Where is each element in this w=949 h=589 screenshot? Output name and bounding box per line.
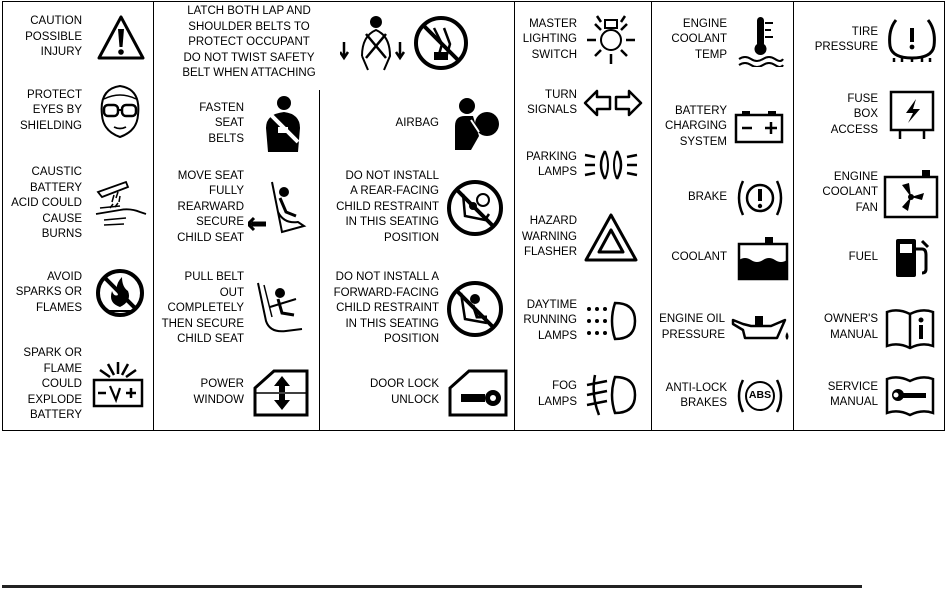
symbol-avoid-sparks [8, 262, 150, 324]
symbol-no-rear-facing [324, 165, 512, 250]
symbol-label: BATTERY CHARGING SYSTEM [665, 104, 727, 148]
symbol-daytime-running [517, 290, 649, 352]
symbol-battery-explode [8, 345, 150, 425]
symbol-coolant-temp [654, 10, 791, 70]
symbol-tire-pressure [796, 12, 943, 68]
master-lighting-icon [583, 12, 639, 68]
symbol-label: COOLANT [671, 250, 727, 263]
symbol-pull-belt [160, 265, 316, 353]
fuse-box-icon [888, 89, 936, 141]
symbol-label: AVOID SPARKS OR FLAMES [15, 270, 82, 314]
symbol-label: PROTECT EYES BY SHIELDING [20, 88, 82, 132]
symbol-label: AIRBAG [395, 117, 439, 130]
no-forward-facing-seat-icon [445, 279, 505, 339]
parking-lamps-icon [583, 145, 639, 185]
abs-badge: ABS [748, 389, 772, 401]
eye-shield-icon [94, 81, 146, 141]
coolant-fan-icon [882, 167, 940, 219]
column-divider [153, 1, 154, 431]
coolant-icon [735, 234, 791, 282]
symbol-label: FUEL [848, 251, 878, 264]
symbol-label: POWER WINDOW [193, 378, 244, 406]
symbol-label: TURN SIGNALS [527, 88, 577, 116]
power-window-icon [252, 368, 310, 418]
symbol-no-forward-facing [324, 265, 512, 353]
no-rear-facing-seat-icon [445, 178, 505, 238]
symbol-fasten-belts [160, 90, 316, 158]
symbol-label: DOOR LOCK UNLOCK [369, 378, 439, 406]
symbol-label: OWNER'S MANUAL [824, 313, 878, 341]
symbol-protect-eyes [8, 80, 150, 142]
column-divider [651, 1, 652, 431]
symbol-label: SERVICE MANUAL [827, 380, 878, 408]
symbol-label: SPARK OR FLAME COULD EXPLODE BATTERY [23, 347, 82, 422]
service-manual-icon [884, 373, 936, 417]
symbol-label: CAUSTIC BATTERY ACID COULD CAUSE BURNS [11, 166, 82, 241]
no-twist-belt-icon [412, 14, 470, 72]
symbol-power-window [160, 365, 316, 420]
symbol-parking-lamps [517, 140, 649, 190]
symbol-label: ANTI-LOCK BRAKES [665, 381, 727, 409]
hazard-flasher-icon [583, 212, 639, 264]
column-divider [793, 1, 794, 431]
symbol-label: DO NOT INSTALL A REAR-FACING CHILD RESTRAINT IN THIS SEATING POSITION [336, 169, 439, 244]
symbol-fuse-box [796, 85, 943, 145]
caustic-acid-icon [90, 178, 148, 230]
door-lock-icon [447, 368, 509, 418]
turn-signals-icon [583, 88, 643, 118]
caution-triangle-icon [96, 13, 146, 63]
airbag-icon [451, 96, 501, 152]
owners-manual-icon [884, 306, 936, 350]
fog-lamps-icon [583, 373, 639, 417]
symbol-label: PULL BELT OUT COMPLETELY THEN SECURE CHILD SEAT [161, 271, 244, 346]
column-divider [319, 90, 320, 431]
daytime-running-icon [583, 299, 639, 343]
symbol-coolant [654, 230, 791, 285]
column-divider [514, 1, 515, 431]
symbol-owners-manual [796, 300, 943, 355]
symbol-label: CAUTION POSSIBLE INJURY [25, 15, 82, 59]
symbol-service-manual [796, 370, 943, 420]
latch-belts-person-icon [340, 12, 406, 74]
symbol-anti-lock-brakes [654, 370, 791, 422]
battery-explode-icon [90, 360, 146, 410]
symbol-turn-signals [517, 82, 649, 124]
coolant-temp-icon [735, 13, 785, 67]
no-sparks-flames-icon [94, 267, 146, 319]
symbol-move-seat [160, 165, 316, 250]
symbol-fuel [796, 232, 943, 284]
seat-belt-icon [254, 94, 308, 154]
brake-icon [735, 175, 785, 221]
symbol-hazard-flasher [517, 205, 649, 270]
symbol-coolant-fan [796, 160, 943, 226]
move-seat-rearward-icon [248, 178, 308, 238]
symbol-label: FUSE BOX ACCESS [830, 92, 878, 136]
symbol-battery-charging [654, 98, 791, 156]
symbol-label: MASTER LIGHTING SWITCH [522, 17, 577, 61]
symbol-master-lighting [517, 10, 649, 70]
tire-pressure-icon [886, 16, 938, 64]
symbol-fog-lamps [517, 367, 649, 422]
symbol-label: ENGINE COOLANT TEMP [671, 17, 727, 61]
symbol-label: PARKING LAMPS [526, 150, 577, 178]
symbol-label: ENGINE OIL PRESSURE [659, 313, 725, 341]
symbol-label: DO NOT INSTALL A FORWARD-FACING CHILD RESTRAINT IN THIS SEATING POSITION [333, 271, 439, 346]
symbol-caution [8, 10, 150, 65]
symbol-label: ENGINE COOLANT FAN [822, 170, 878, 214]
symbol-caustic-acid [8, 164, 150, 244]
symbol-label: DAYTIME RUNNING LAMPS [523, 298, 577, 342]
symbol-latch-belts [160, 2, 512, 84]
symbol-airbag [324, 90, 512, 158]
symbol-oil-pressure [654, 300, 791, 355]
symbol-label: HAZARD WARNING FLASHER [521, 215, 577, 259]
fuel-icon [892, 235, 932, 281]
symbol-label: TIRE PRESSURE [814, 25, 878, 53]
symbol-label: BRAKE [688, 191, 727, 204]
symbol-label: MOVE SEAT FULLY REARWARD SECURE CHILD SEAT [177, 169, 244, 244]
oil-pressure-icon [731, 312, 791, 344]
symbol-label: FOG LAMPS [538, 380, 577, 408]
symbol-label: LATCH BOTH LAP AND SHOULDER BELTS TO PROTECT OCCUPANT DO NOT TWIST SAFETY BELT WHEN ATTACHING [182, 5, 316, 80]
battery-charging-icon [733, 109, 785, 145]
symbol-brake [654, 172, 791, 224]
symbol-label: FASTEN SEAT BELTS [199, 101, 244, 145]
abs-icon [735, 374, 785, 418]
page-divider-rule [2, 585, 862, 588]
pull-belt-child-seat-icon [250, 279, 308, 339]
symbol-door-lock [324, 365, 512, 420]
